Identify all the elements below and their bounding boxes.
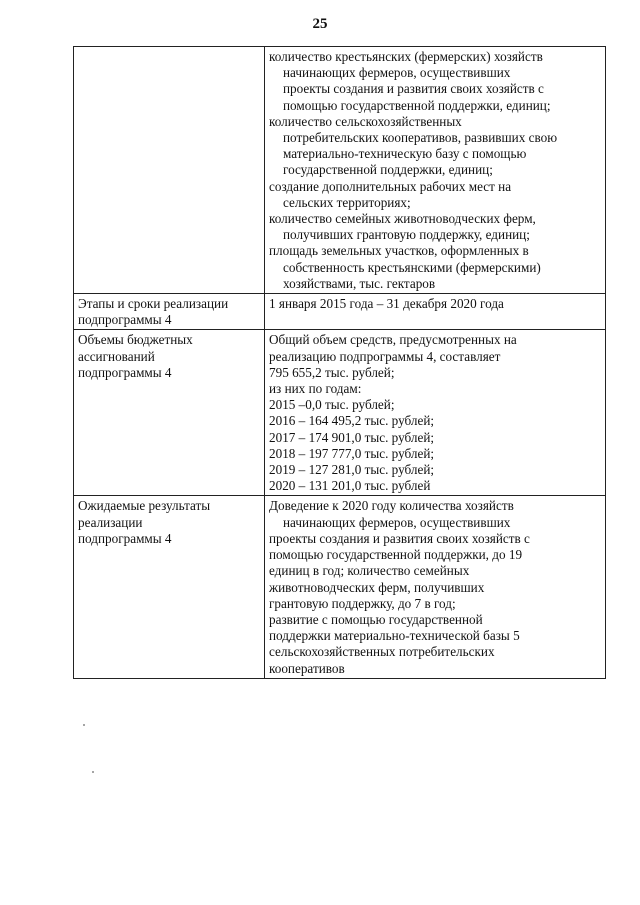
row-value-line: Общий объем средств, предусмотренных на — [269, 332, 517, 348]
row-value-cell — [265, 496, 606, 678]
row-value-line: материально-техническую базу с помощью — [283, 146, 527, 162]
row-value-line: сельских территориях; — [283, 194, 411, 210]
row-value-line: количество семейных животноводческих ферм, — [269, 211, 536, 227]
row-label-line: Ожидаемые результаты — [78, 498, 211, 514]
row-value-line: начинающих фермеров, осуществивших — [283, 65, 511, 81]
row-value-line: 2015 –0,0 тыс. рублей; — [269, 397, 395, 413]
row-value-line: 2017 – 174 901,0 тыс. рублей; — [269, 429, 435, 445]
row-value-line: государственной поддержки, единиц; — [283, 162, 493, 178]
row-value-line: потребительских кооперативов, развивших свою — [283, 130, 558, 146]
row-value-line: животноводческих ферм, получивших — [269, 579, 485, 595]
row-label-line: ассигнований — [78, 348, 155, 364]
row-label-cell — [74, 294, 265, 330]
row-value-line: получивших грантовую поддержку, единиц; — [283, 227, 530, 243]
row-value-line: реализацию подпрограммы 4, составляет — [269, 348, 501, 364]
row-value-line: поддержки материально-технической базы 5 — [269, 628, 520, 644]
row-value-line: помощью государственной поддержки, до 19 — [269, 547, 523, 563]
row-value-line: проекты создания и развития своих хозяйств с — [283, 81, 544, 97]
row-value-line: грантовую поддержку, до 7 в год; — [269, 595, 456, 611]
row-value-line: кооперативов — [269, 660, 345, 676]
row-value-line: начинающих фермеров, осуществивших — [283, 514, 511, 530]
row-label-line: подпрограммы 4 — [78, 364, 172, 380]
row-value-line: 2019 – 127 281,0 тыс. рублей; — [269, 462, 435, 478]
row-value-line: 795 655,2 тыс. рублей; — [269, 364, 395, 380]
subprogram-passport-table — [73, 46, 606, 679]
table-row — [74, 496, 606, 678]
row-value-line: площадь земельных участков, оформленных в — [269, 243, 529, 259]
row-value-cell — [265, 294, 606, 330]
table-row — [74, 294, 606, 330]
row-value-line: количество крестьянских (фермерских) хозяйств — [269, 49, 543, 64]
row-value-line: сельскохозяйственных потребительских — [269, 644, 495, 660]
row-value-line: хозяйствами, тыс. гектаров — [283, 275, 436, 291]
row-value-line: собственность крестьянскими (фермерскими) — [283, 259, 541, 275]
row-label-cell — [74, 47, 265, 294]
page-number: 25 — [312, 16, 328, 32]
row-label-line: подпрограммы 4 — [78, 530, 172, 546]
row-value-line: 2020 – 131 201,0 тыс. рублей — [269, 478, 431, 494]
table-row — [74, 330, 606, 496]
row-label-line: подпрограммы 4 — [78, 312, 172, 328]
row-value-line: количество сельскохозяйственных — [269, 113, 462, 129]
row-value-line: развитие с помощью государственной — [269, 611, 483, 627]
row-label-line: Этапы и сроки реализации — [78, 296, 229, 312]
row-value-line: создание дополнительных рабочих мест на — [269, 178, 512, 194]
row-value-line: из них по годам: — [269, 381, 362, 397]
scan-speck — [92, 771, 94, 773]
row-label-cell — [74, 496, 265, 678]
row-value-line: единиц в год; количество семейных — [269, 563, 470, 579]
row-value-line: 2018 – 197 777,0 тыс. рублей; — [269, 445, 435, 461]
row-value-line: 1 января 2015 года – 31 декабря 2020 года — [269, 296, 504, 312]
row-label-cell — [74, 330, 265, 496]
row-value-line: Доведение к 2020 году количества хозяйств — [269, 498, 514, 514]
row-value-cell — [265, 330, 606, 496]
row-label-line: Объемы бюджетных — [78, 332, 193, 348]
table-row — [74, 47, 606, 294]
row-label-line: реализации — [78, 514, 143, 530]
row-value-cell — [265, 47, 606, 294]
row-value-line: проекты создания и развития своих хозяйств с — [269, 530, 530, 546]
row-value-line: помощью государственной поддержки, единиц; — [283, 97, 551, 113]
scan-speck — [83, 724, 85, 726]
row-value-line: 2016 – 164 495,2 тыс. рублей; — [269, 413, 435, 429]
